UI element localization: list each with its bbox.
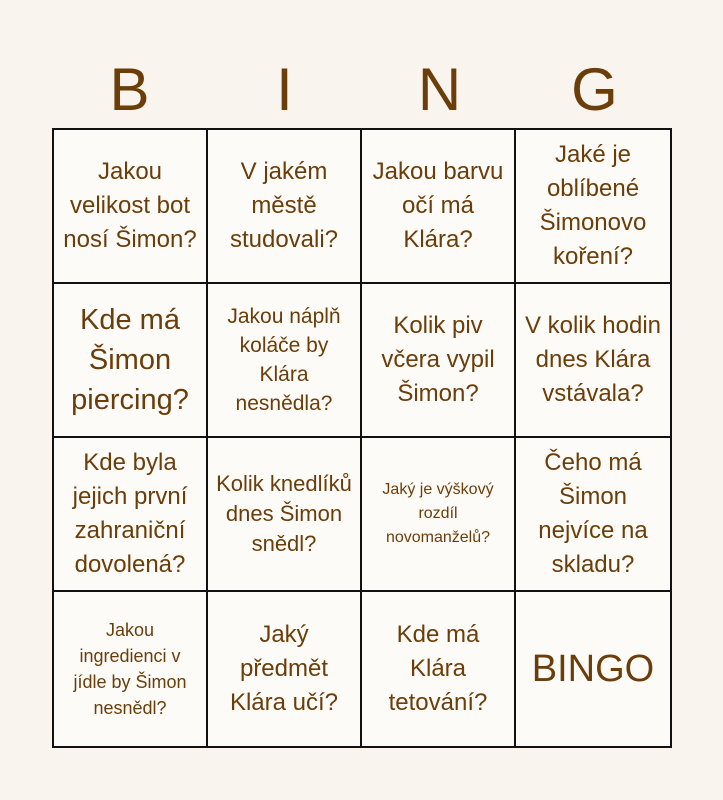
bingo-cell[interactable]: V kolik hodin dnes Klára vstávala?	[516, 284, 670, 438]
bingo-cell[interactable]: Jaké je oblíbené Šimonovo koření?	[516, 130, 670, 284]
bingo-cell[interactable]: Jakou ingredienci v jídle by Šimon nesnědl?	[54, 592, 208, 746]
bingo-cell[interactable]: Kde byla jejich první zahraniční dovolená?	[54, 438, 208, 592]
bingo-cell[interactable]: Kde má Šimon piercing?	[54, 284, 208, 438]
title-letter-b: B	[109, 56, 150, 123]
bingo-title	[52, 52, 672, 128]
bingo-board	[52, 128, 672, 748]
bingo-cell[interactable]: Jakou velikost bot nosí Šimon?	[54, 130, 208, 284]
bingo-cell[interactable]: Jaký předmět Klára učí?	[208, 592, 362, 746]
bingo-cell[interactable]: Čeho má Šimon nejvíce na skladu?	[516, 438, 670, 592]
bingo-cell[interactable]: Kde má Klára tetování?	[362, 592, 516, 746]
bingo-cell[interactable]: Jaký je výškový rozdíl novomanželů?	[362, 438, 516, 592]
bingo-cell[interactable]: Jakou barvu očí má Klára?	[362, 130, 516, 284]
bingo-cell[interactable]: V jakém městě studovali?	[208, 130, 362, 284]
bingo-cell[interactable]: Jakou náplň koláče by Klára nesnědla?	[208, 284, 362, 438]
title-letter-n: N	[417, 56, 462, 123]
free-space-cell[interactable]: BINGO	[531, 648, 655, 690]
title-letter-g: G	[571, 56, 618, 123]
bingo-cell[interactable]: Kolik piv včera vypil Šimon?	[362, 284, 516, 438]
title-letter-i: I	[276, 56, 293, 123]
bingo-cell[interactable]: Kolik knedlíků dnes Šimon snědl?	[208, 438, 362, 592]
